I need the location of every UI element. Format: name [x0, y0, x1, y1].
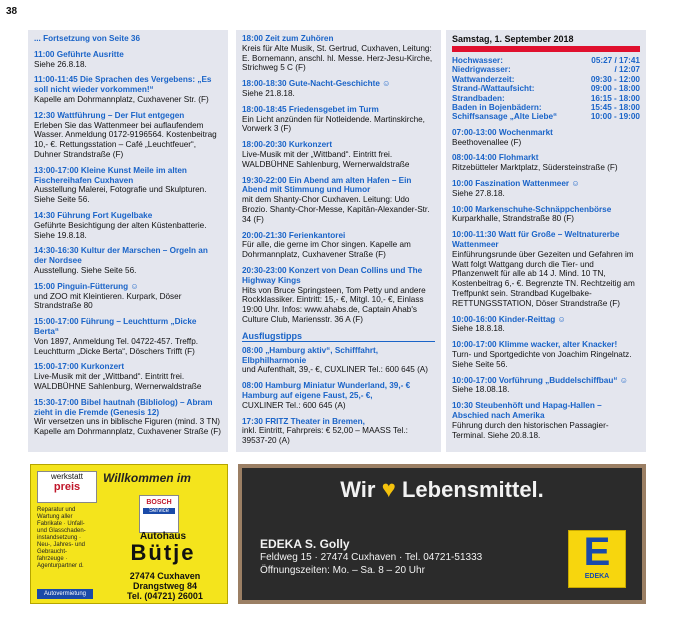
event-item — [242, 34, 435, 73]
event-item — [34, 50, 222, 70]
logo-top-text: werkstatt — [50, 472, 83, 481]
event-title: 10:00-16:00 Kinder-Reittag ☺ — [452, 314, 566, 324]
company-line-1: Autohaus — [139, 531, 187, 542]
event-item — [34, 34, 222, 44]
event-body: mit dem Shanty-Chor Cuxhaven. Leitung: Udo Brozio. Shanty-Chor-Messe, Kapitän-Alexander-Str. 34 (F) — [242, 195, 430, 224]
event-title: 15:00-17:00 Kurkonzert — [34, 362, 125, 372]
page-number: 38 — [6, 6, 18, 17]
store-address: Feldweg 15 · 27474 Cuxhaven · Tel. 04721-51333 — [260, 552, 483, 563]
tide-label: Baden in Bojenbädern: — [452, 103, 542, 113]
event-item — [34, 246, 222, 275]
event-title: 10:30 Steubenhöft und Hapag-Hallen – Abschied nach Amerika — [452, 401, 602, 420]
event-title: ... Fortsetzung von Seite 36 — [34, 34, 141, 43]
event-title: 14:30 Führung Fort Kugelbake — [34, 210, 153, 220]
store-hours: Öffnungszeiten: Mo. – Sa. 8 – 20 Uhr — [260, 565, 425, 576]
column-3-date: Samstag, 1. September 2018 — [452, 34, 574, 44]
section-ausflugstipps: Ausflugstipps — [242, 331, 435, 342]
tide-label: Schiffsansage „Alte Liebe“ — [452, 112, 558, 122]
headline-left: Wir — [340, 477, 376, 502]
event-title: 08:00 „Hamburg aktiv“, Schifffahrt, Elbphilharmonie — [242, 345, 379, 365]
ad-services-list: Reparatur und Wartung aller Fabrikate · Unfall- und Glasschaden-instandsetzung · Neu-, Jahres- und Gebraucht-fahrzeuge · Agenturpartner d. — [37, 507, 86, 569]
event-title: 18:00-18:30 Gute-Nacht-Geschichte ☺ — [242, 79, 391, 89]
tide-value: 15:45 - 18:00 — [590, 103, 640, 113]
tide-row — [452, 56, 640, 65]
event-body: Erleben Sie das Wattenmeer bei auflaufendem Wasser. Anmeldung 0172-9196564. Kostenbeitrag 10,- €. Rettungsstation – Café „Leuchtfeuer“, Duhner Strandstraße (F) — [34, 120, 217, 159]
event-item — [242, 105, 435, 134]
event-item — [452, 153, 640, 173]
event-body: Hits von Bruce Springsteen, Tom Petty und andere Rockklassiker. Eintritt: 15,- €, Mitgl. 10,- €, Einlass 19:00 Uhr. Infos: www.ahabs.de, Captain Ahab's Culture Club, Mariensstr. 36 A (F) — [242, 285, 426, 324]
event-title: 08:00 Hamburg Miniatur Wunderland, 39,- € Hamburg auf eigene Faust, 25,- €, — [242, 381, 411, 400]
europcar-badge: Autovermietung — [37, 589, 93, 599]
event-item — [242, 176, 435, 225]
ad-autohaus-buetje[interactable] — [30, 464, 228, 604]
event-item — [452, 205, 640, 225]
event-item — [452, 179, 640, 199]
event-body: Live-Musik mit der „Wittband“. Eintritt frei. WALDBÜHNE Sahlenburg, Wernerwaldstraße — [242, 149, 410, 169]
event-title: 10:00-17:00 Klimme wacker, alter Knacker! — [452, 340, 618, 350]
event-body: Siehe 18.08.18. — [452, 385, 510, 395]
event-title: 10:00-17:00 Vorführung „Buddelschiffbau“ ☺ — [452, 375, 629, 385]
event-title: 15:00-17:00 Führung – Leuchtturm „Dicke Berta“ — [34, 317, 197, 336]
tide-table — [452, 56, 640, 122]
event-item — [34, 211, 222, 240]
edeka-info — [260, 538, 482, 577]
bosch-service-logo — [139, 495, 179, 533]
event-item — [242, 417, 435, 446]
event-body: Kreis für Alte Musik, St. Gertrud, Cuxhaven, Leitung: E. Bornemann, anschl. hl. Messe. Herz-Jesu-Kirche, Strichweg 5 C (F) — [242, 43, 433, 73]
event-item — [242, 346, 435, 375]
event-body: Kapelle am Dohrmannplatz, Cuxhavener Str. (F) — [34, 94, 209, 104]
event-title: 17:30 FRITZ Theater in Bremen, — [242, 416, 365, 426]
event-title: 13:00-17:00 Kleine Kunst Meile im alten Fischereihafen Cuxhaven — [34, 165, 187, 185]
event-body: Kurparkhalle, Strandstraße 80 (F) — [452, 214, 574, 224]
tide-row — [452, 112, 640, 121]
event-item — [242, 381, 435, 410]
ad-company-name — [101, 531, 225, 564]
event-item — [34, 111, 222, 160]
company-line-2: Bütje — [130, 540, 196, 565]
event-body: Einführungsrunde über Gezeiten und Gefahren im Watt folgt Wattgang durch die Tier- und Pflanzenwelt für alle ab 14 J. Mind. 10 TN, Kostenbeitrag 6,- €. Begrenzte TN. Rechtzeitig am Treffpunkt sein. Strandbad Kugelbake-RETTUNGSSTATION, Döser Strandstraße (F) — [452, 249, 635, 308]
event-body: Live-Musik mit der „Wittband“. Eintritt frei. WALDBÜHNE Sahlenburg, Wernerwaldstraße — [34, 372, 202, 391]
tide-value: 05:27 / 17:41 — [591, 56, 640, 65]
edeka-logo-name: EDEKA — [584, 573, 610, 580]
event-item — [242, 79, 435, 99]
event-item — [34, 362, 222, 391]
event-title: 18:00 Zeit zum Zuhören — [242, 34, 334, 43]
werkstattpreis-logo — [37, 471, 97, 503]
event-title: 18:00-20:30 Kurkonzert — [242, 140, 333, 150]
ad-address — [103, 571, 227, 601]
tide-label: Hochwasser: — [452, 56, 503, 65]
event-item — [452, 340, 640, 369]
event-body: Ein Licht anzünden für Notleidende. Martinskirche, Vorwerk 3 (F) — [242, 114, 425, 134]
column-3 — [446, 30, 646, 452]
event-title: 11:00-11:45 Die Sprachen des Vergebens: „Es soll nicht wieder vorkommen!“ — [34, 75, 212, 95]
event-item — [34, 75, 222, 104]
event-body: inkl. Eintritt, Fahrpreis: € 52,00 – MAASS Tel.: 39537-20 (A) — [242, 426, 408, 446]
event-body: CUXLINER Tel.: 600 645 (A) — [242, 400, 346, 410]
event-title: 20:00-21:30 Ferienkantorei — [242, 230, 346, 240]
tide-row — [452, 103, 640, 112]
address-line-2: Drangstweg 84 — [132, 581, 198, 591]
event-body: Siehe 21.8.18. — [242, 88, 295, 98]
ad-edeka-golly[interactable] — [238, 464, 646, 604]
event-item — [452, 401, 640, 440]
column-3-events — [452, 128, 640, 441]
event-body: Turn- und Sportgedichte von Joachim Ringelnatz. Siehe Seite 56. — [452, 349, 632, 369]
event-title: 20:30-23:00 Konzert von Dean Collins und The Highway Kings — [242, 265, 423, 285]
event-body: Beethovenallee (F) — [452, 137, 522, 147]
event-title: 15:30-17:00 Bibel hautnah (Bibliolog) – Abram zieht in die Fremde (Genesis 12) — [34, 397, 213, 417]
red-divider — [452, 46, 640, 52]
event-title: 10:00 Faszination Wattenmeer ☺ — [452, 179, 580, 189]
phone-line: Tel. (04721) 26001 — [127, 591, 203, 601]
column-1 — [28, 30, 228, 452]
event-title: 19:30-22:00 Ein Abend am alten Hafen – Ein Abend mit Stimmung und Humor — [242, 175, 412, 195]
event-item — [34, 317, 222, 356]
event-body: Wir versetzen uns in biblische Figuren (mind. 3 TN) Kapelle am Dohrmannplatz, Cuxhavener Straße (F) — [34, 417, 222, 437]
event-body: Siehe 18.8.18. — [452, 324, 505, 334]
tide-row — [452, 94, 640, 103]
event-body: Ausstellung. Siehe Seite 56. — [34, 265, 137, 275]
event-title: 11:00 Geführte Ausritte — [34, 49, 124, 59]
heart-icon: ♥ — [381, 476, 396, 503]
event-item — [452, 315, 640, 335]
tide-label: Strandbaden: — [452, 93, 505, 103]
event-item — [452, 376, 640, 396]
tide-label: Strand-/Wattaufsicht: — [452, 84, 535, 94]
event-title: 07:00-13:00 Wochenmarkt — [452, 127, 553, 137]
event-item — [242, 266, 435, 325]
address-line-1: 27474 Cuxhaven — [129, 571, 201, 581]
event-body: Siehe 26.8.18. — [34, 59, 87, 69]
event-body: Führung durch den historischen Passagier-Terminal. Siehe 20.8.18. — [452, 420, 609, 440]
event-item — [34, 166, 222, 205]
event-body: Siehe 27.8.18. — [452, 188, 505, 198]
column-2 — [236, 30, 441, 452]
edeka-headline — [242, 476, 642, 504]
store-name: EDEKA S. Golly — [260, 537, 350, 551]
event-title: 15:00 Pinguin-Fütterung ☺ — [34, 281, 139, 291]
edeka-logo-letter: E — [583, 530, 611, 574]
tide-value: 09:00 - 18:00 — [590, 84, 640, 94]
event-title: 14:30-16:30 Kultur der Marschen – Orgeln an der Nordsee — [34, 246, 208, 266]
tide-label: Niedrigwasser: — [452, 65, 511, 75]
event-body: und ZOO mit Kleintieren. Kurpark, Döser Strandstraße 80 — [34, 291, 182, 311]
tide-value: 09:30 - 12:00 — [590, 74, 640, 84]
event-item — [242, 231, 435, 260]
event-body: Von 1897, Anmeldung Tel. 04722-457. Treffp. Leuchtturm „Dicke Berta“, Döschers Trifft (F) — [34, 336, 199, 356]
headline-right: Lebensmittel. — [401, 477, 544, 502]
event-item — [34, 398, 222, 437]
tide-row — [452, 84, 640, 93]
event-body: Für alle, die gerne im Chor singen. Kapelle am Dohrmannplatz, Cuxhavener Straße (F) — [242, 240, 411, 260]
event-item — [452, 128, 640, 148]
logo-main-text: preis — [53, 481, 81, 493]
tide-value: 10:00 - 19:00 — [590, 112, 640, 122]
event-title: 12:30 Wattführung – Der Flut entgegen — [34, 110, 185, 120]
event-title: 10:00-11:30 Watt für Große – Weltnaturerbe Wattenmeer — [452, 230, 620, 250]
ad-welcome-text: Willkommen im — [103, 471, 191, 485]
tide-row — [452, 75, 640, 84]
event-title: 10:00 Markenschuhe-Schnäppchenbörse — [452, 204, 612, 214]
event-title: 08:00-14:00 Flohmarkt — [452, 153, 539, 163]
edeka-logo — [568, 530, 626, 588]
event-body: und Aufenthalt, 39,- €, CUXLINER Tel.: 600 645 (A) — [242, 365, 428, 375]
bosch-service: Service — [143, 508, 175, 514]
tide-label: Wattwanderzeit: — [452, 74, 515, 84]
event-item — [34, 282, 222, 311]
tide-value: / 12:07 — [614, 65, 640, 75]
event-body: Geführte Besichtigung der alten Küstenbatterie. Siehe 19.8.18. — [34, 220, 207, 240]
event-item — [242, 140, 435, 169]
event-title: 18:00-18:45 Friedensgebet im Turm — [242, 104, 379, 114]
bosch-brand: BOSCH — [146, 499, 172, 506]
tide-value: 16:15 - 18:00 — [590, 93, 640, 103]
event-body: Ritzebütteler Marktplatz, Südersteinstraße (F) — [452, 163, 618, 173]
event-body: Ausstellung Malerei, Fotografie und Skulpturen. Siehe Seite 56. — [34, 185, 207, 205]
tide-row — [452, 65, 640, 74]
event-item — [452, 230, 640, 308]
